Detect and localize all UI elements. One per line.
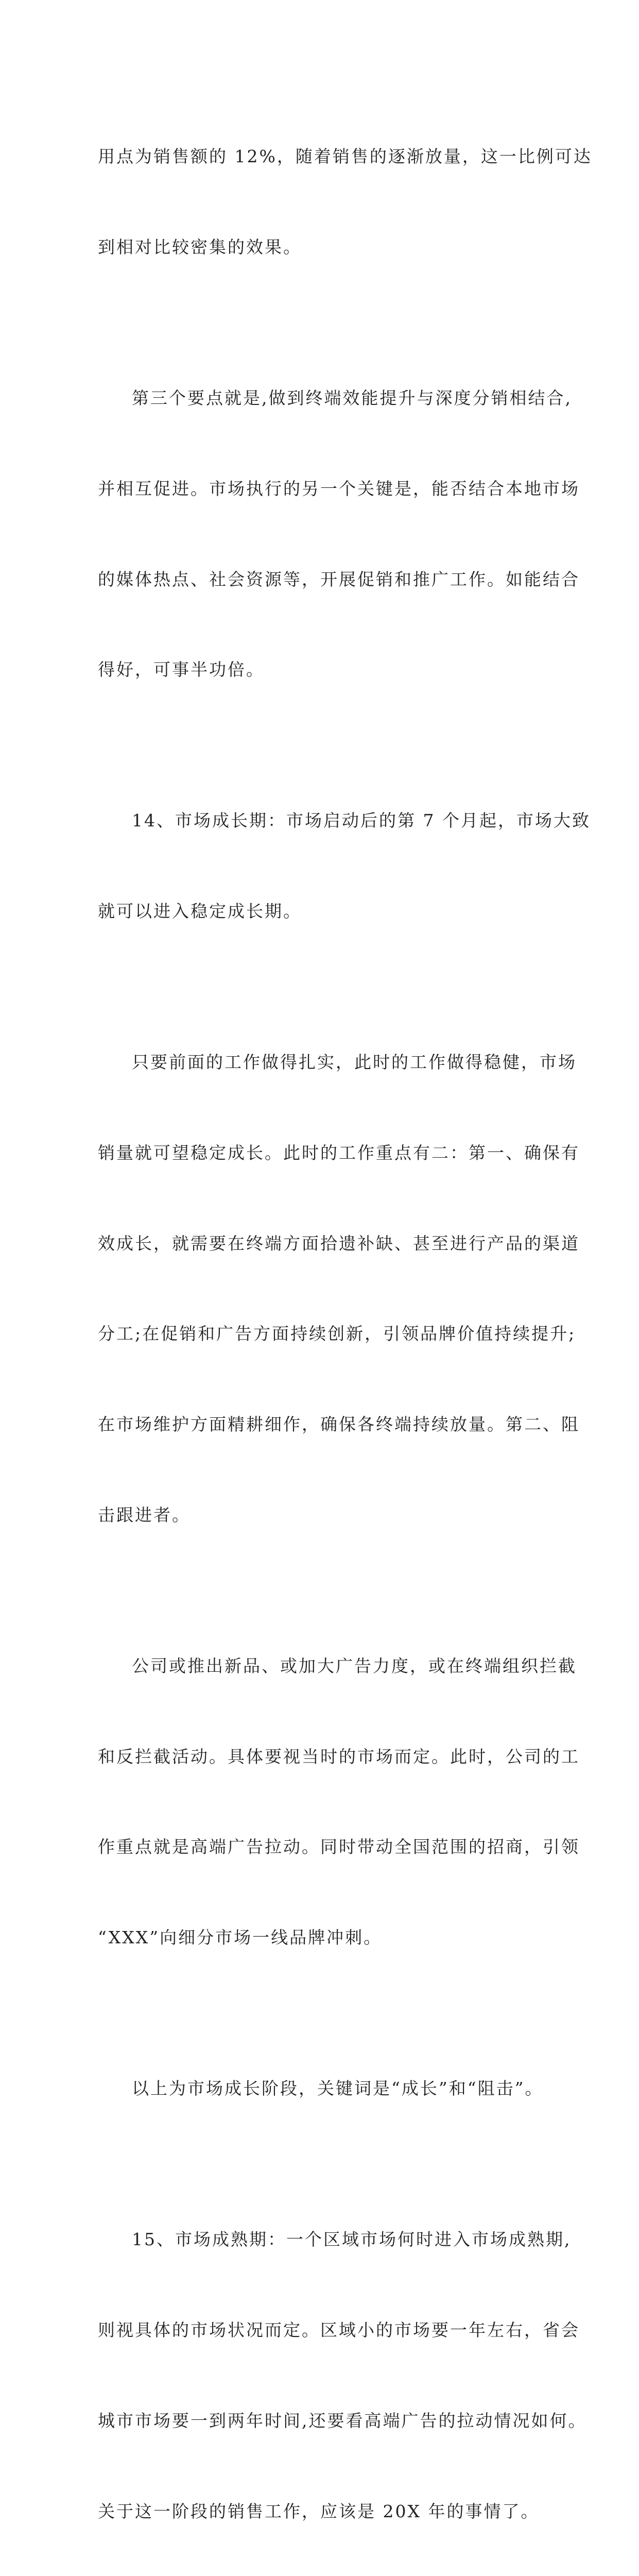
text-line: 和反拦截活动。具体要视当时的市场而定。此时，公司的工 (98, 1746, 580, 1767)
text-line: “XXX”向细分市场一线品牌冲刺。 (98, 1927, 383, 1948)
text-line: 作重点就是高端广告拉动。同时带动全国范围的招商，引领 (98, 1837, 580, 1857)
text-line: 以上为市场成长阶段，关键词是“成长”和“阻击”。 (132, 2078, 544, 2099)
paragraph (98, 2164, 587, 2576)
text-line: 效成长，就需要在终端方面拾遗补缺、甚至进行产品的渠道 (98, 1233, 580, 1253)
text-line: 14、市场成长期：市场启动后的第 7 个月起，市场大致 (132, 810, 591, 831)
paragraph (98, 323, 580, 745)
text-line: 得好，可事半功倍。 (98, 659, 265, 680)
text-line: 15、市场成熟期：一个区域市场何时进入市场成熟期, (132, 2229, 572, 2250)
paragraph (98, 81, 592, 323)
text-line: 用点为销售额的 12%，随着销售的逐渐放量，这一比例可达 (98, 146, 592, 167)
paragraph (98, 2013, 561, 2164)
text-line: 关于这一阶段的销售工作，应该是 20X 年的事情了。 (98, 2501, 540, 2521)
text-line: 的媒体热点、社会资源等，开展促销和推广工作。如能结合 (98, 569, 580, 589)
text-line: 就可以进入稳定成长期。 (98, 901, 302, 922)
text-line: 并相互促进。市场执行的另一个关键是，能否结合本地市场 (98, 478, 580, 499)
text-line: 分工;在促销和广告方面持续创新，引领品牌价值持续提升; (98, 1324, 576, 1344)
paragraph (98, 745, 591, 987)
paragraph (98, 987, 580, 1591)
text-line: 击跟进者。 (98, 1504, 191, 1525)
text-line: 公司或推出新品、或加大广告力度，或在终端组织拦截 (132, 1655, 577, 1676)
text-line: 第三个要点就是,做到终端效能提升与深度分销相结合, (132, 387, 572, 408)
text-line: 只要前面的工作做得扎实，此时的工作做得稳健，市场 (132, 1052, 577, 1072)
text-line: 城市市场要一到两年时间,还要看高端广告的拉动情况如何。 (98, 2410, 587, 2431)
text-line: 销量就可望稳定成长。此时的工作重点有二：第一、确保有 (98, 1142, 580, 1163)
paragraph (98, 1591, 580, 2013)
text-line: 在市场维护方面精耕细作，确保各终端持续放量。第二、阻 (98, 1414, 580, 1435)
document-body (98, 81, 592, 2576)
text-line: 到相对比较密集的效果。 (98, 236, 302, 257)
text-line: 则视具体的市场状况而定。区域小的市场要一年左右，省会 (98, 2319, 580, 2340)
